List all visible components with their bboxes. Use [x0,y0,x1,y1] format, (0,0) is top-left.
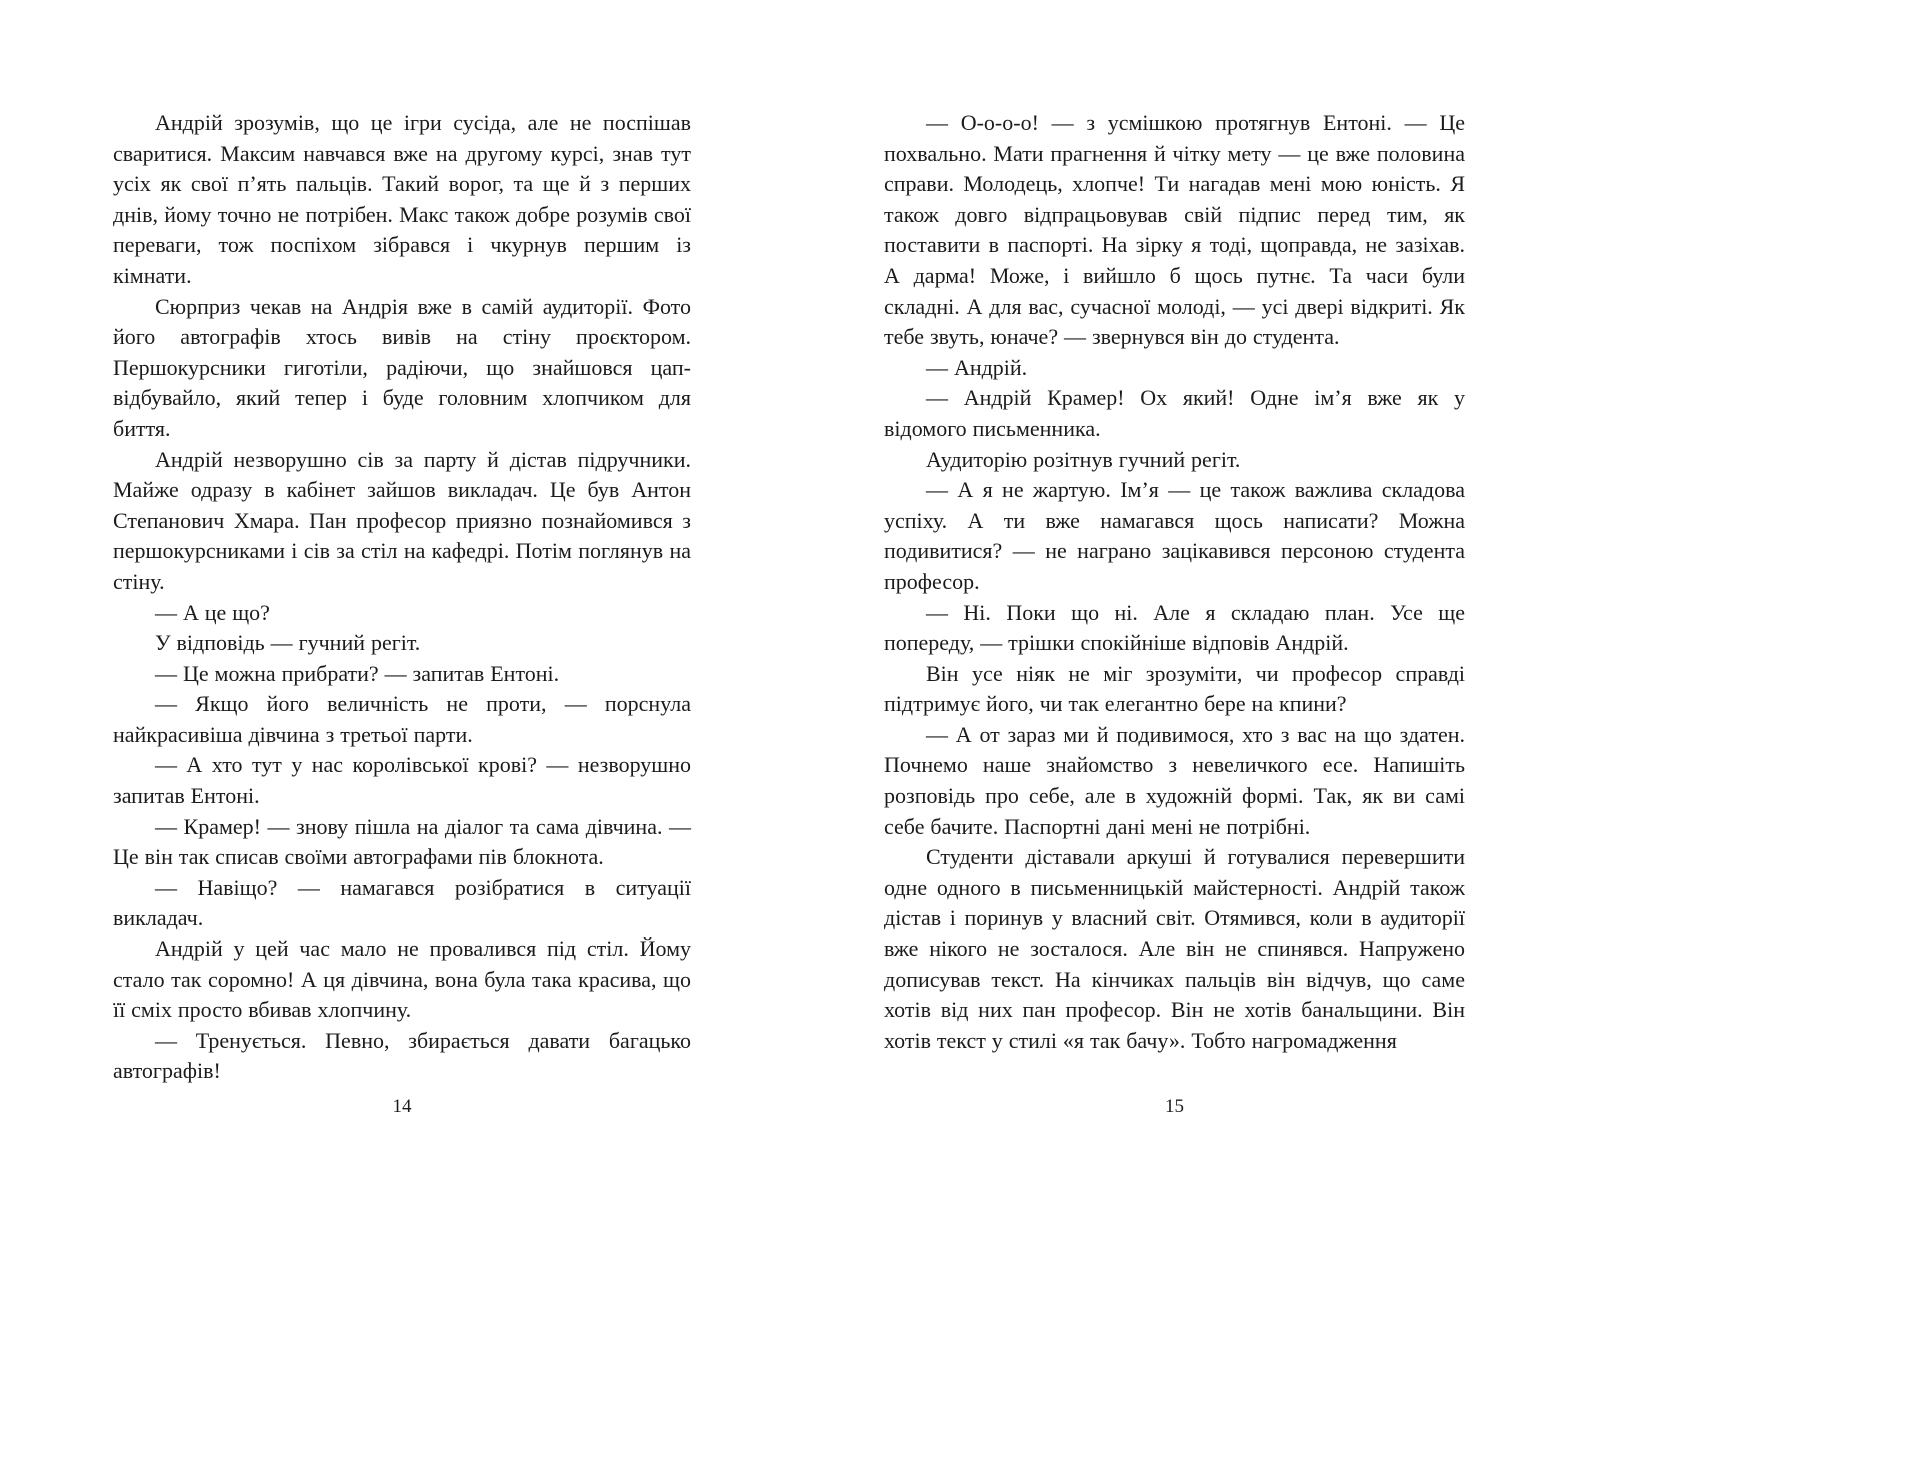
paragraph: Андрій незворушно сів за парту й дістав підручники. Майже одразу в кабінет зайшов викладач. Це був Антон Степанович Хмара. Пан професор приязно познайомився з першокурсниками і сів за стіл на кафедрі. Потім поглянув на стіну. [113,446,691,594]
paragraph: Андрій зрозумів, що це ігри сусіда, але не поспішав сваритися. Максим навчався вже на другому курсі, знав тут усіх як свої п’ять пальців. Такий ворог, та ще й з перших днів, йому точно не потрібен. Макс також добре розумів свої переваги, тож поспіхом зібрався і чкурнув першим із кімнати. [113,110,691,288]
paragraph: — Навіщо? — намагався розібратися в ситуації викладач. [113,874,691,931]
paragraph: — О-о-о-о! — з усмішкою протягнув Ентоні. — Це похвально. Мати прагнення й чітку мету — це вже половина справи. Молодець, хлопче! Ти нагадав мені мою юність. Я також довго відпрацьовував свій підпис перед тим, як поставити в паспорті. На зірку я тоді, щоправда, не зазіхав. А дарма! Може, і вийшло б щось путнє. Та часи були складні. А для вас, сучасної молоді, — усі двері відкриті. Як тебе звуть, юначе? — звернувся він до студента. [884,110,1465,350]
paragraph: — Ні. Поки що ні. Але я складаю план. Усе ще попереду, — трішки спокійніше відповів Андрій. [884,599,1465,656]
paragraph: — Крамер! — знову пішла на діалог та сама дівчина. — Це він так списав своїми автографами пів блокнота. [113,813,691,870]
paragraph: — Якщо його величність не проти, — порснула найкрасивіша дівчина з третьої парти. [113,691,691,747]
paragraph: У відповідь — гучний регіт. [155,630,421,656]
paragraph: — Тренується. Певно, збирається давати багацько автографів! [113,1027,691,1084]
paragraph: — Андрій Крамер! Ох який! Одне ім’я вже як у відомого письменника. [884,385,1465,441]
paragraph: Студенти діставали аркуші й готувалися перевершити одне одного в письменницькій майстерності. Андрій також дістав і поринув у власний світ. Отямився, коли в аудиторії вже нікого не зосталося. Але він не спинявся. Напружено дописував текст. На кінчиках пальців він відчув, що саме хотів від них пан професор. Він не хотів банальщини. Він хотів текст у стилі «я так бачу». Тобто нагромадження [884,844,1465,1053]
paragraph: — Андрій. [926,354,1028,380]
page-left-text [113,108,691,1087]
paragraph: — А я не жартую. Ім’я — це також важлива складова успіху. А ти вже намагався щось написати? Можна подивитися? — не награно зацікавився персоною студента професор. [884,477,1465,594]
paragraph: — А от зараз ми й подивимося, хто з вас на що здатен. Почнемо наше знайомство з невеличкого есе. Напишіть розповідь про себе, але в художній формі. Так, як ви самі себе бачите. Паспортні дані мені не потрібні. [884,721,1465,839]
paragraph: Андрій у цей час мало не провалився під стіл. Йому стало так соромно! А ця дівчина, вона була така красива, що її сміх просто вбивав хлопчину. [113,936,691,1023]
page-number-right: 15 [1165,1096,1184,1117]
paragraph: Він усе ніяк не міг зрозуміти, чи професор справді підтримує його, чи так елегантно бере на кпини? [884,660,1465,717]
page-right [884,108,1465,1056]
paragraph: — Це можна прибрати? — запитав Ентоні. [155,660,560,686]
page-right-text [884,108,1465,1056]
paragraph: — А це що? [155,599,270,625]
paragraph: Сюрприз чекав на Андрія вже в самій аудиторії. Фото його автографів хтось вивів на стіну проєктором. Першокурсники гиготіли, радіючи, що знайшовся цап-відбувайло, який тепер і буде головним хлопчиком для биття. [113,293,691,441]
page-left [113,108,691,1087]
paragraph: Аудиторію розітнув гучний регіт. [926,446,1241,472]
page-number-left: 14 [392,1096,412,1117]
paragraph: — А хто тут у нас королівської крові? — незворушно запитав Ентоні. [113,752,691,809]
